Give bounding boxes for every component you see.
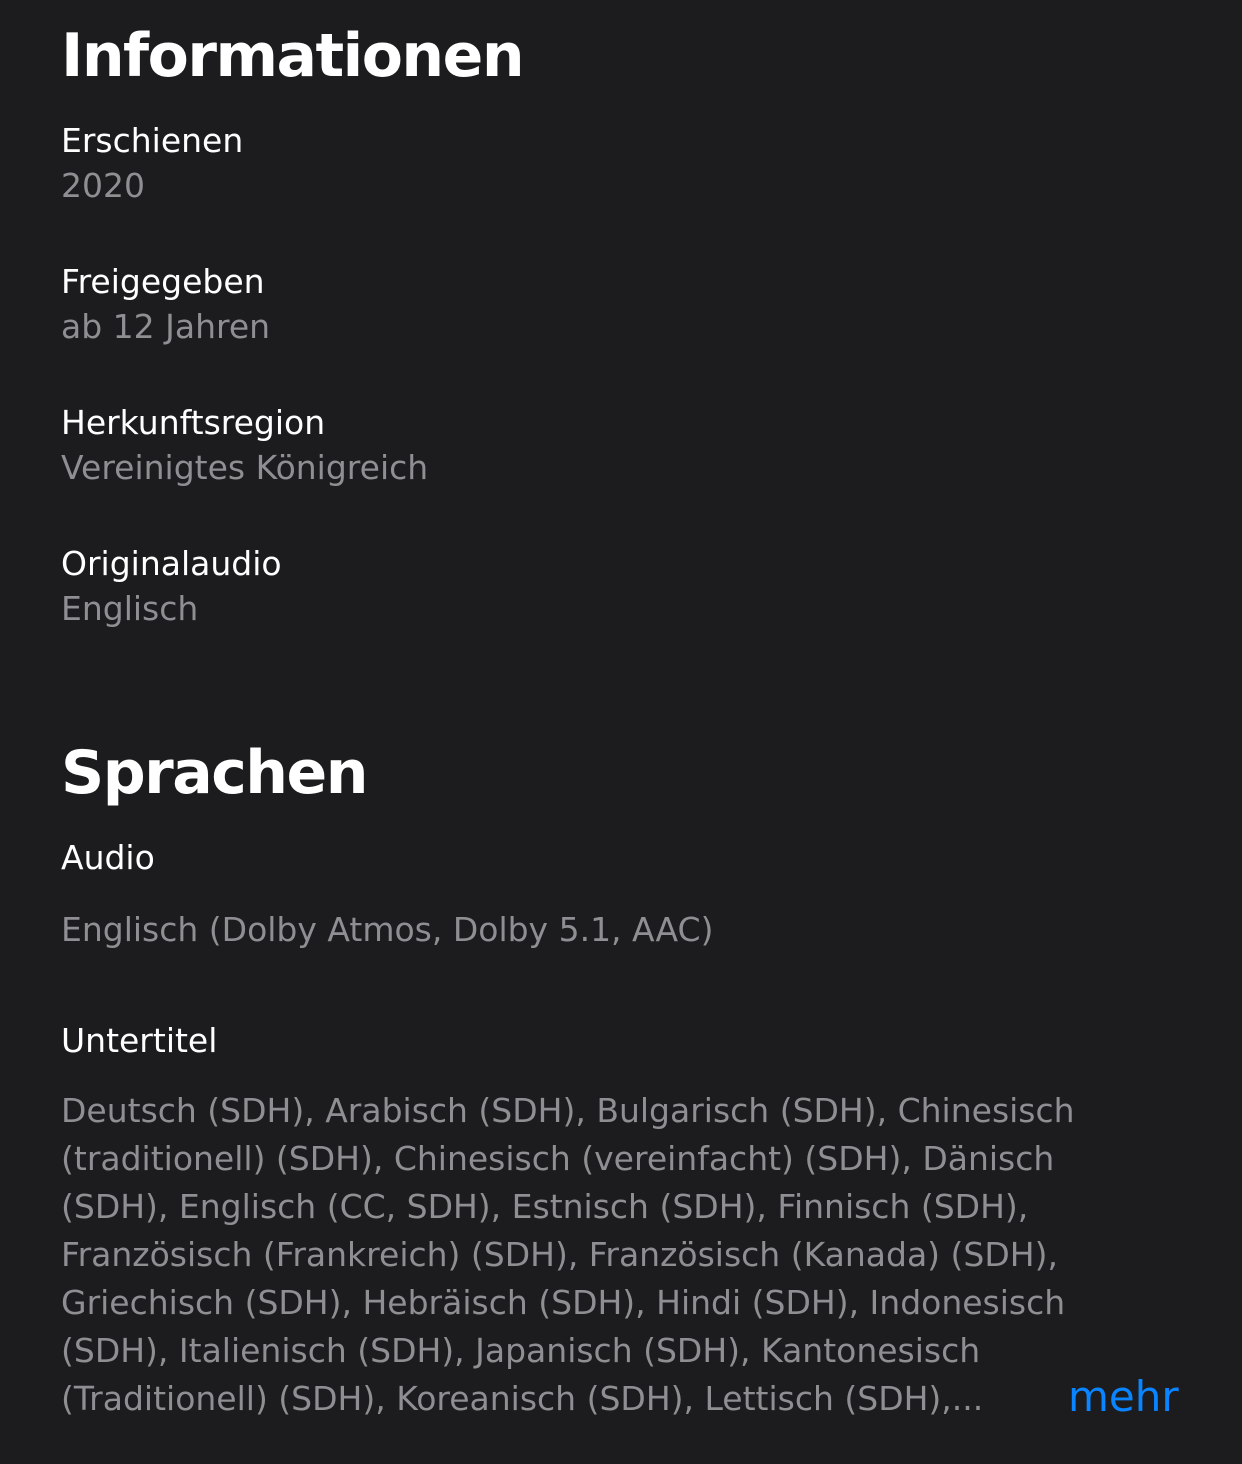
origin-region-value: Vereinigtes Königreich	[61, 448, 429, 487]
info-section-title: Informationen	[61, 21, 524, 91]
subtitles-line: (SDH), Englisch (CC, SDH), Estnisch (SDH), Finnisch (SDH),	[61, 1187, 1029, 1226]
subtitles-line: Französisch (Frankreich) (SDH), Französisch (Kanada) (SDH),	[61, 1235, 1058, 1274]
subtitles-line: (Traditionell) (SDH), Koreanisch (SDH), Lettisch (SDH),...	[61, 1379, 984, 1418]
subtitles-line: Griechisch (SDH), Hebräisch (SDH), Hindi (SDH), Indonesisch	[61, 1283, 1066, 1322]
audio-label: Audio	[61, 838, 155, 877]
origin-region-label: Herkunftsregion	[61, 403, 326, 442]
subtitles-list	[61, 1087, 1131, 1423]
more-button[interactable]: mehr	[1068, 1372, 1179, 1421]
rating-label: Freigegeben	[61, 262, 265, 301]
original-audio-value: Englisch	[61, 589, 199, 628]
release-label: Erschienen	[61, 121, 244, 160]
languages-section-title: Sprachen	[61, 738, 367, 808]
subtitles-line: (SDH), Italienisch (SDH), Japanisch (SDH), Kantonesisch	[61, 1331, 981, 1370]
subtitles-line: Deutsch (SDH), Arabisch (SDH), Bulgarisch (SDH), Chinesisch	[61, 1091, 1075, 1130]
release-value: 2020	[61, 166, 145, 205]
subtitles-label: Untertitel	[61, 1021, 218, 1060]
subtitles-line: (traditionell) (SDH), Chinesisch (vereinfacht) (SDH), Dänisch	[61, 1139, 1055, 1178]
original-audio-label: Originalaudio	[61, 544, 282, 583]
audio-value: Englisch (Dolby Atmos, Dolby 5.1, AAC)	[61, 910, 714, 949]
rating-value: ab 12 Jahren	[61, 307, 271, 346]
